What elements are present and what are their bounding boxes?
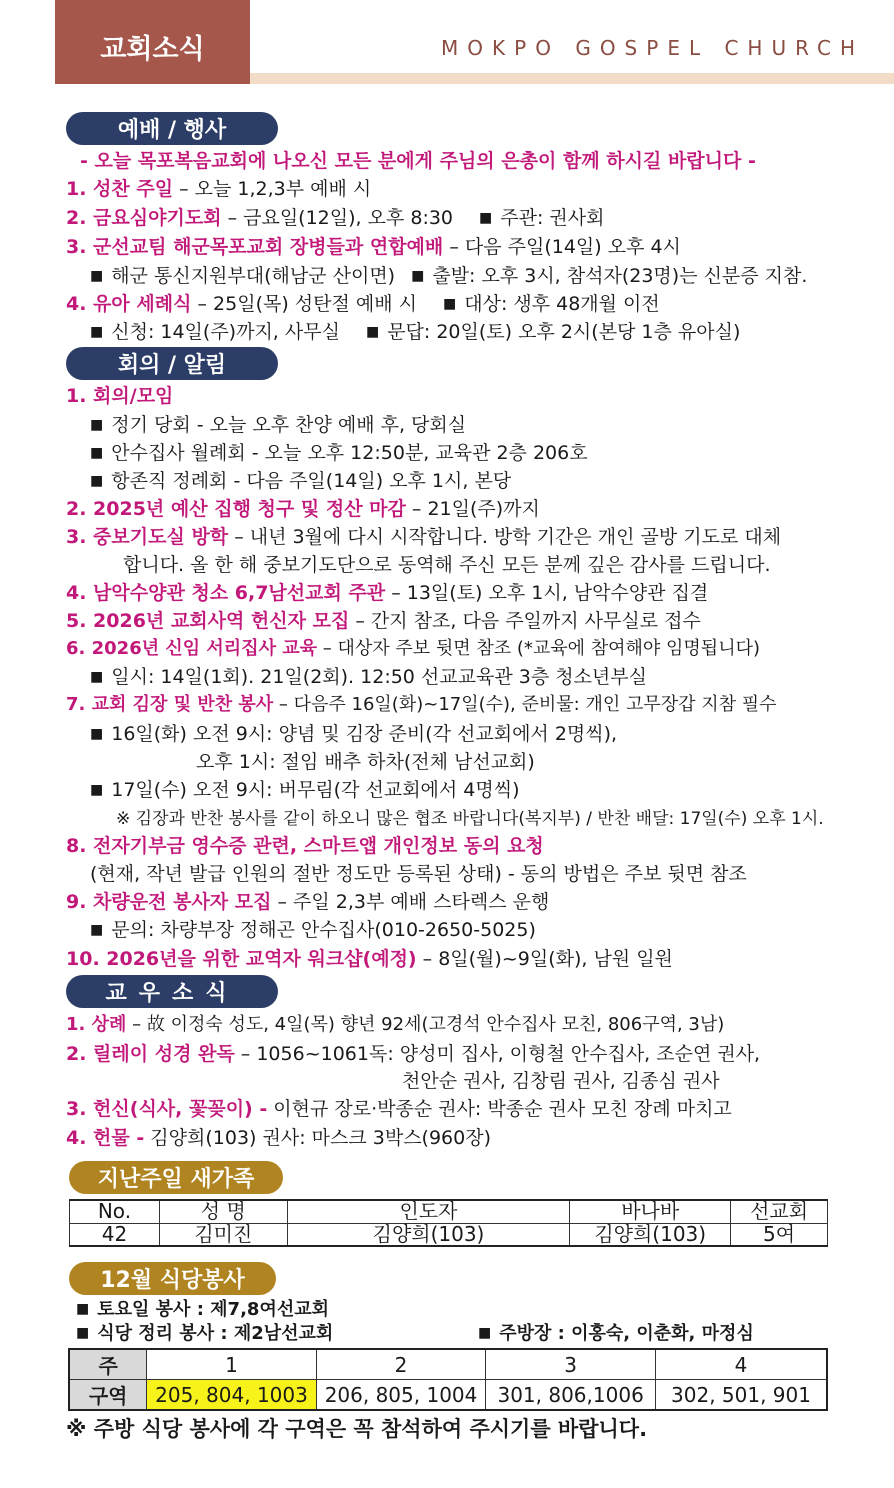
table-header: 바나바 [570, 1200, 731, 1223]
meeting-item-7c: ■ 17일(수) 오전 9시: 버무림(각 선교회에서 4명씩) [90, 779, 520, 801]
meeting-item-6: 6. 2026년 신임 서리집사 교육 – 대상자 주보 뒷면 참조 (*교육에 참여해야 임명됩니다) [66, 638, 760, 659]
cafeteria-note: ※ 주방 식당 봉사에 각 구역은 꼭 참석하여 주시기를 바랍니다. [66, 1417, 648, 1441]
meeting-item-1b: ■ 안수집사 월례회 - 오늘 오후 12:50분, 교육관 2층 206호 [90, 442, 588, 464]
week-2: 2 [316, 1349, 486, 1380]
table-cell: 김양희(103) [570, 1223, 731, 1246]
meeting-item-7: 7. 교회 김장 및 반찬 봉사 – 다음주 16일(화)~17일(수), 준비물: 개인 고무장갑 지참 필수 [66, 694, 777, 715]
cafeteria-kitchen: ■ 주방장 : 이홍숙, 이춘화, 마정심 [478, 1323, 754, 1344]
meeting-item-5: 5. 2026년 교회사역 헌신자 모집 – 간지 참조, 다음 주일까지 사무실로 접수 [66, 610, 701, 632]
news-item-2-cont: 천안순 권사, 김창림 권사, 김종심 권사 [402, 1070, 720, 1092]
table-header: 성 명 [159, 1200, 287, 1223]
table-header: No. [70, 1200, 160, 1223]
section-news-title: 교우소식 [66, 975, 278, 1008]
cafeteria-cleanup: ■ 식당 정리 봉사 : 제2남선교회 [76, 1323, 334, 1344]
week-label: 주 [69, 1349, 147, 1380]
meeting-item-3: 3. 중보기도실 방학 – 내년 3월에 다시 시작합니다. 방학 기간은 개인 골방 기도로 대체 [66, 526, 782, 548]
news-item-1: 1. 상례 – 故 이정숙 성도, 4일(목) 향년 92세(고경석 안수집사 모친, 806구역, 3남) [66, 1014, 725, 1035]
table-cell: 김양희(103) [287, 1223, 570, 1246]
meeting-item-10: 10. 2026년을 위한 교역자 워크샵(예정) – 8일(월)~9일(화), 남원 일원 [66, 948, 673, 970]
worship-item-3-detail: ■ 해군 통신지원부대(해남군 산이면) ■ 출발: 오후 3시, 참석자(23명)는 신분증 지참. [90, 265, 808, 287]
area-week-3: 301, 806,1006 [486, 1380, 656, 1411]
meeting-item-1c: ■ 항존직 정례회 - 다음 주일(14일) 오후 1시, 본당 [90, 470, 512, 492]
meeting-item-8: 8. 전자기부금 영수증 관련, 스마트앱 개인정보 동의 요청 [66, 835, 544, 857]
meeting-item-8-cont: (현재, 작년 발급 인원의 절반 정도만 등록된 상태) - 동의 방법은 주보 뒷면 참조 [90, 863, 747, 885]
worship-item-4-detail: ■ 신청: 14일(주)까지, 사무실 ■ 문답: 20일(토) 오후 2시(본당 1층 유아실) [90, 321, 741, 343]
area-week-1: 205, 804, 1003 [147, 1380, 317, 1411]
week-3: 3 [486, 1349, 656, 1380]
table-cell: 42 [70, 1223, 160, 1246]
worship-item-3: 3. 군선교팀 해군목포교회 장병들과 연합예배 – 다음 주일(14일) 오후 4시 [66, 236, 681, 258]
meeting-item-6-detail: ■ 일시: 14일(1회). 21일(2회). 12:50 선교교육관 3층 청소년부실 [90, 666, 647, 688]
newfamily-title: 지난주일 새가족 [69, 1161, 283, 1194]
meeting-item-7b: 오후 1시: 절임 배추 하차(전체 남선교회) [196, 751, 535, 773]
greeting: - 오늘 목포복음교회에 나오신 모든 분에게 주님의 은총이 함께 하시길 바랍니다 - [80, 150, 756, 172]
worship-item-4: 4. 유아 세례식 – 25일(목) 성탄절 예배 시 ■ 대상: 생후 48개월 이전 [66, 293, 660, 315]
cafeteria-saturday: ■ 토요일 봉사 : 제7,8여선교회 [76, 1299, 329, 1320]
meeting-item-1a: ■ 정기 당회 - 오늘 오후 찬양 예배 후, 당회실 [90, 414, 467, 436]
worship-item-2: 2. 금요심야기도회 – 금요일(12일), 오후 8:30 ■ 주관: 권사회 [66, 207, 605, 229]
news-item-4: 4. 헌물 - 김양희(103) 권사: 마스크 3박스(960장) [66, 1127, 491, 1149]
week-1: 1 [147, 1349, 317, 1380]
area-week-4: 302, 501, 901 [655, 1380, 827, 1411]
area-week-2: 206, 805, 1004 [316, 1380, 486, 1411]
table-header: 인도자 [287, 1200, 570, 1223]
meeting-item-9: 9. 차량운전 봉사자 모집 – 주일 2,3부 예배 스타렉스 운행 [66, 891, 550, 913]
table-cell: 김미진 [159, 1223, 287, 1246]
table-header: 선교회 [731, 1200, 828, 1223]
news-item-2: 2. 릴레이 성경 완독 – 1056~1061독: 양성미 집사, 이형철 안수집사, 조순연 권사, [66, 1043, 761, 1065]
area-label: 구역 [69, 1380, 147, 1411]
table-row [70, 1223, 828, 1246]
church-name: MOKPO GOSPEL CHURCH [441, 36, 864, 60]
page-title: 교회소식 [100, 33, 205, 65]
section-worship-title: 예배 / 행사 [66, 112, 278, 145]
cafeteria-title: 12월 식당봉사 [69, 1262, 276, 1295]
table-row [69, 1380, 827, 1411]
meeting-item-7-note: ※ 김장과 반찬 봉사를 같이 하오니 많은 협조 바랍니다(복지부) / 반찬 배달: 17일(수) 오후 1시. [116, 809, 824, 829]
page-title-tab [55, 0, 250, 84]
table-header-row [69, 1349, 827, 1380]
header-rule [250, 73, 894, 84]
meeting-item-7a: ■ 16일(화) 오전 9시: 양념 및 김장 준비(각 선교회에서 2명씩), [90, 723, 618, 745]
meeting-item-9-detail: ■ 문의: 차량부장 정해곤 안수집사(010-2650-5025) [90, 919, 536, 941]
week-4: 4 [655, 1349, 827, 1380]
table-cell: 5여 [731, 1223, 828, 1246]
meeting-item-4: 4. 남악수양관 청소 6,7남선교회 주관 – 13일(토) 오후 1시, 남악수양관 집결 [66, 582, 709, 604]
meeting-item-1: 1. 회의/모임 [66, 385, 174, 407]
news-item-3: 3. 헌신(식사, 꽃꽂이) - 이현규 장로·박종순 권사: 박종순 권사 모친 장례 마치고 [66, 1098, 732, 1120]
meeting-item-3-cont: 합니다. 올 한 해 중보기도단으로 동역해 주신 모든 분께 깊은 감사를 드립니다. [123, 554, 771, 576]
worship-item-1: 1. 성찬 주일 – 오늘 1,2,3부 예배 시 [66, 178, 372, 200]
cafeteria-table [68, 1348, 828, 1411]
table-header-row [70, 1200, 828, 1223]
meeting-item-2: 2. 2025년 예산 집행 청구 및 정산 마감 – 21일(주)까지 [66, 498, 540, 520]
newfamily-table [69, 1199, 828, 1247]
section-meeting-title: 회의 / 알림 [66, 347, 278, 380]
